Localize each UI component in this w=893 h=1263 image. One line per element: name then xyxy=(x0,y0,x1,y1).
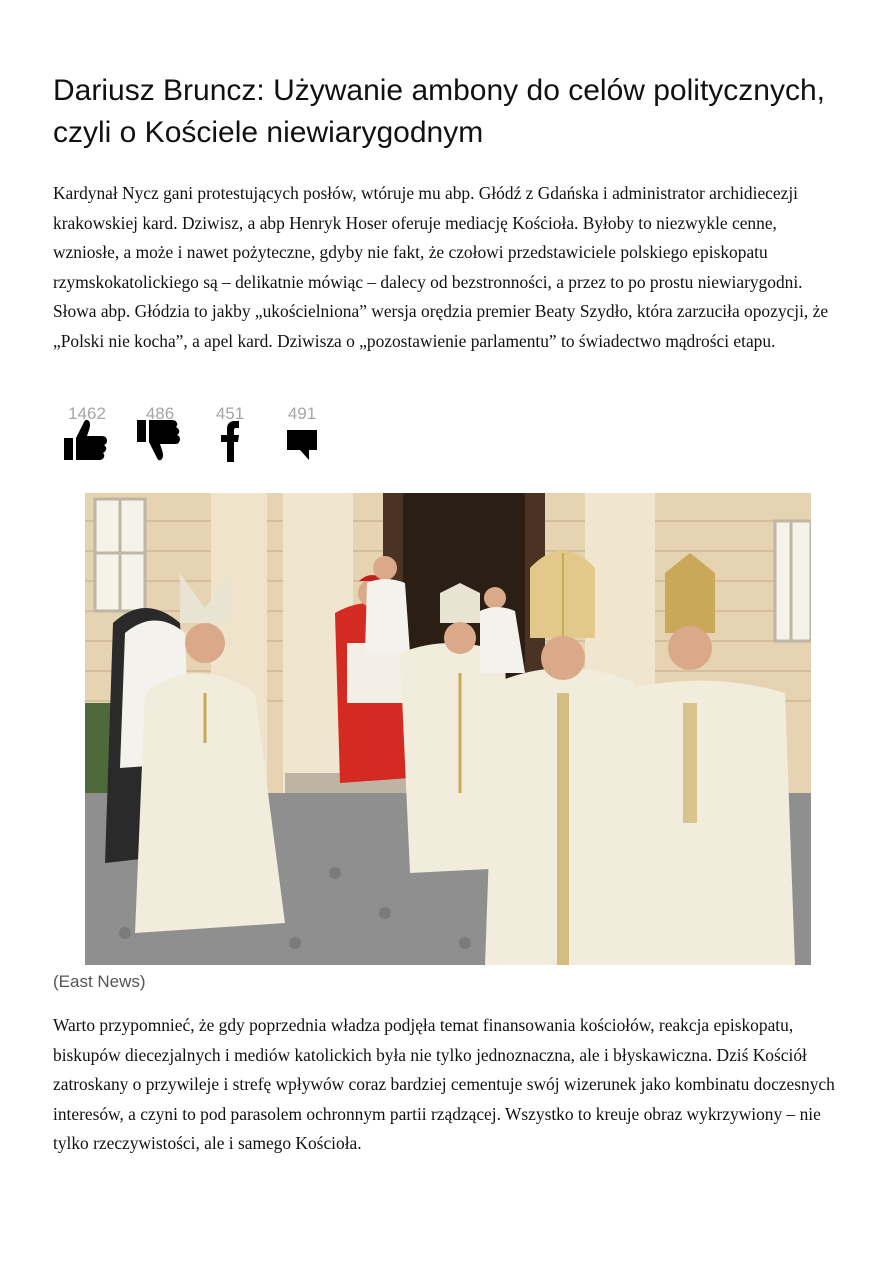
facebook-icon xyxy=(205,418,255,462)
comment-icon xyxy=(277,418,327,462)
social-bar xyxy=(62,404,362,464)
comment-count: 491 xyxy=(287,404,317,423)
like-button[interactable] xyxy=(62,404,122,464)
photo-caption: (East News) xyxy=(53,972,146,991)
facebook-count: 451 xyxy=(215,404,245,423)
dislike-count: 486 xyxy=(145,404,175,423)
article-photo xyxy=(85,493,811,965)
comments-button[interactable] xyxy=(277,404,337,464)
facebook-share-button[interactable] xyxy=(205,404,265,464)
thumbs-up-icon xyxy=(62,418,112,462)
article-body: Warto przypomnieć, że gdy poprzednia władza podjęła temat finansowania kościołów, reakcja episkopatu, biskupów diecezjalnych i mediów katolickich była nie tylko jednoznaczna, ale i błyskawiczna. Dziś Kościół zatroskany o przywileje i strefę wpływów coraz bardziej cementuje swój wizerunek jako kombinatu doczesnych interesów, a czyni to pod parasolem ochronnym partii rządzącej. Wszystko to kreuje obraz wykrzywiony – nie tylko rzeczywistości, ale i samego Kościoła. xyxy=(53,1015,835,1154)
like-count: 1462 xyxy=(68,404,106,423)
article-lead: Kardynał Nycz gani protestujących posłów, wtóruje mu abp. Głódź z Gdańska i administrator archidiecezji krakowskiej kard. Dziwisz, a abp Henryk Hoser oferuje mediację Kościoła. Byłoby to niezwykle cenne, wzniosłe, a może i nawet pożyteczne, gdyby nie fakt, że czołowi przedstawiciele polskiego episkopatu rzymskokatolickiego są – delikatnie mówiąc – dalecy od bezstronności, a przez to po prostu niewiarygodni. Słowa abp. Głódzia to jakby „ukościelniona” wersja orędzia premier Beaty Szydło, która zarzuciła opozycji, że „Polski nie kocha”, a apel kard. Dziwisza o „pozostawienie parlamentu” to świadectwo mądrości etapu. xyxy=(53,183,829,351)
procession-photo xyxy=(85,493,811,965)
article-title: Dariusz Bruncz: Używanie ambony do celów politycznych, czyli o Kościele niewiarygodnym xyxy=(53,74,825,149)
thumbs-down-icon xyxy=(135,418,185,462)
dislike-button[interactable] xyxy=(135,404,195,464)
